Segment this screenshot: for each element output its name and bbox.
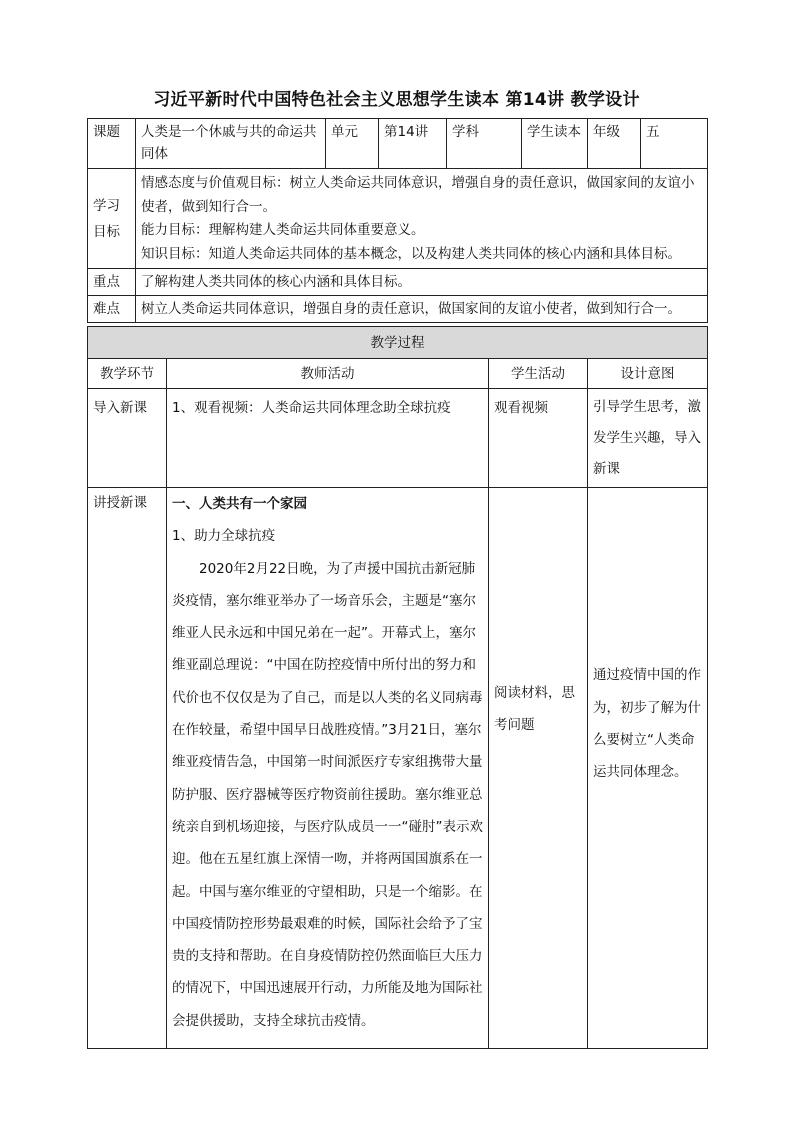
unit-value: 第14讲 [379,119,447,169]
section-subheading: 1、助力全球抗疫 [172,528,276,545]
col-header-student: 学生活动 [489,359,588,389]
table-row [88,389,708,488]
table-row [88,488,708,1049]
subject-value: 学生读本 [522,119,588,169]
topic-label: 课题 [88,119,136,169]
section-heading: 一、人类共有一个家园 [172,496,307,512]
col-header-teacher: 教师活动 [167,359,489,389]
process-heading: 教学过程 [88,327,708,359]
subject-label: 学科 [447,119,522,169]
col-header-design: 设计意图 [588,359,708,389]
teaching-process-table [87,326,708,1049]
stage-new-lesson: 讲授新课 [88,488,167,1049]
difficulty-label: 难点 [88,296,136,323]
topic-value: 人类是一个休戚与共的命运共同体 [136,119,326,169]
lesson-info-table [87,118,708,323]
key-point-text: 了解构建人类共同体的核心内涵和具体目标。 [136,269,708,296]
goal-knowledge: 知识目标：知道人类命运共同体的基本概念，以及构建人类共同体的核心内涵和具体目标。 [141,245,681,262]
unit-label: 单元 [326,119,379,169]
grade-label: 年级 [588,119,641,169]
page-title: 习近平新时代中国特色社会主义思想学生读本 第14讲 教学设计 [153,90,640,110]
goal-ability: 能力目标：理解构建人类命运共同体重要意义。 [141,222,425,238]
key-point-label: 重点 [88,269,136,296]
grade-value: 五 [641,119,708,169]
design-new-lesson: 通过疫情中国的作为，初步了解为什么要树立“人类命运共同体理念。 [588,488,708,1049]
student-new-lesson: 阅读材料，思考问题 [489,488,588,1049]
stage-intro: 导入新课 [88,389,167,488]
col-header-stage: 教学环节 [88,359,167,389]
teacher-intro: 1、观看视频：人类命运共同体理念助全球抗疫 [167,389,489,488]
design-intro: 引导学生思考，激发学生兴趣，导入新课 [588,389,708,488]
goals-label: 学习目标 [93,197,120,240]
student-intro: 观看视频 [489,389,588,488]
lesson-material: 2020年2月22日晚，为了声援中国抗击新冠肺炎疫情，塞尔维亚举办了一场音乐会，主题是“塞尔维亚人民永远和中国兄弟在一起”。开幕式上，塞尔维亚副总理说：“中国在防控疫情中所付出的努力和代价也不仅仅是为了自己，而是以人类的名义同病毒在作较量，希望中国早日战胜疫情。”3月21日，塞尔维亚疫情告急，中国第一时间派医疗专家组携带大量防护服、医疗器械等医疗物资前往援助。塞尔维亚总统亲自到机场迎接，与医疗队成员一一“碰肘”表示欢迎。他在五星红旗上深情一吻，并将两国国旗系在一起。中国与塞尔维亚的守望相助，只是一个缩影。在中国疫情防控形势最艰难的时候，国际社会给予了宝贵的支持和帮助。在自身疫情防控仍然面临巨大压力的情况下，中国迅速展开行动，力所能及地为国际社会提供援助，支持全球抗击疫情。 [172,560,483,1029]
difficulty-text: 树立人类命运共同体意识，增强自身的责任意识，做国家间的友谊小使者，做到知行合一。 [136,296,708,323]
goal-emotion: 情感态度与价值观目标：树立人类命运共同体意识，增强自身的责任意识，做国家间的友谊小使者，做到知行合一。 [141,175,695,215]
